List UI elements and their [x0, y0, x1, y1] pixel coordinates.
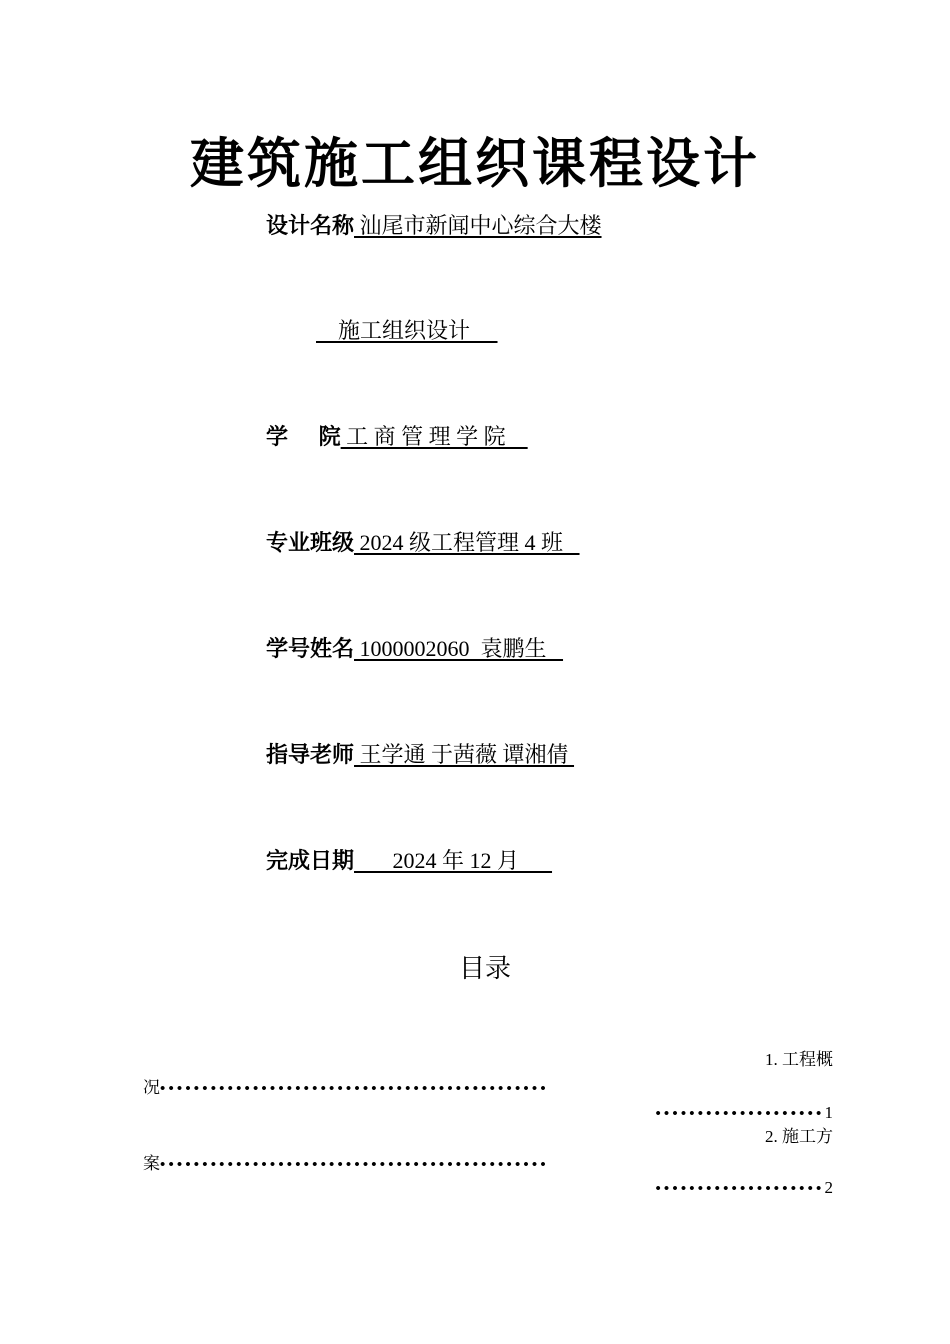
toc-item-1-page-line	[143, 1101, 833, 1125]
design-name-field	[266, 209, 602, 243]
design-name-value: 汕尾市新闻中心综合大楼	[354, 213, 602, 238]
design-name-label: 设计名称	[266, 214, 355, 239]
design-name-value-2: 施工组织设计	[316, 318, 498, 343]
dot-leader: ••••••••••••••••••••••••••••••••••••••••••••••	[160, 1081, 549, 1097]
major-class-label: 专业班级	[266, 531, 355, 556]
toc-item-2-page-line	[143, 1176, 833, 1200]
college-label: 学 院	[266, 425, 341, 450]
toc-item-2-title[interactable]: 2. 施工方	[765, 1127, 833, 1146]
college-value: 工 商 管 理 学 院	[340, 424, 528, 449]
advisor-value: 王学通 于茜薇 谭湘倩	[354, 742, 575, 767]
date-value: 2024 年 12 月	[354, 848, 553, 873]
design-name-continued	[316, 314, 498, 348]
major-class-field	[266, 526, 580, 560]
dot-leader: ••••••••••••••••••••••••••••••••••••••••••••••	[160, 1157, 549, 1173]
toc-item-1-page: 1	[824, 1103, 833, 1122]
student-label: 学号姓名	[266, 637, 355, 662]
advisor-label: 指导老师	[266, 743, 355, 768]
advisor-field	[266, 738, 574, 772]
date-field	[266, 844, 552, 878]
dot-leader: ••••••••••••••••••••	[655, 1106, 825, 1122]
major-class-value: 2024 级工程管理 4 班	[354, 530, 580, 555]
student-value: 1000002060 袁鹏生	[354, 636, 564, 661]
student-field	[266, 632, 563, 666]
toc-item-2-page: 2	[824, 1178, 833, 1197]
toc-item-1-title[interactable]: 1. 工程概	[765, 1050, 833, 1069]
college-field	[266, 420, 528, 454]
date-label: 完成日期	[266, 849, 355, 874]
toc-heading: 目录	[458, 954, 511, 984]
dot-leader: ••••••••••••••••••••	[655, 1181, 825, 1197]
document-title: 建筑施工组织课程设计	[190, 131, 760, 195]
toc-item-1-leader: 况••••••••••••••••••••••••••••••••••••••••••••••	[143, 1078, 549, 1097]
toc-item-2-leader: 案••••••••••••••••••••••••••••••••••••••••••••••	[143, 1154, 549, 1173]
